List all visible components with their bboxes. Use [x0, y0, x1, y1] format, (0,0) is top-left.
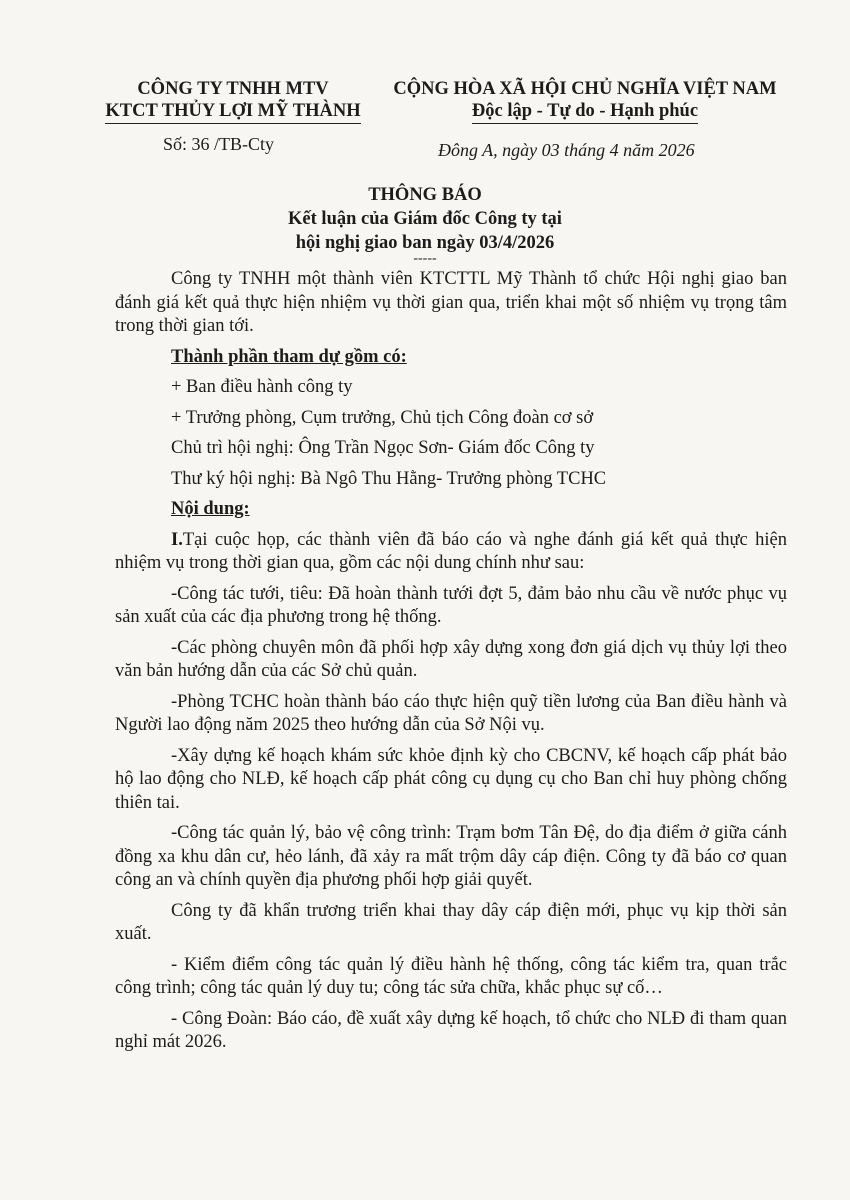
- national-header: [375, 78, 795, 124]
- content-item: Công ty đã khẩn trương triển khai thay dây cáp điện mới, phục vụ kịp thời sản xuất.: [115, 900, 787, 944]
- content-item: -Các phòng chuyên môn đã phối hợp xây dựng xong đơn giá dịch vụ thủy lợi theo văn bản hướng dẫn của các Sở chủ quản.: [115, 637, 787, 681]
- date-place: Đông A, ngày 03 tháng 4 năm 2026: [438, 140, 695, 160]
- company-name-line2: KTCT THỦY LỢI MỸ THÀNH: [88, 100, 378, 124]
- content-item: -Phòng TCHC hoàn thành báo cáo thực hiện quỹ tiền lương của Ban điều hành và Người lao động năm 2025 theo hướng dẫn của Sở Nội vụ.: [115, 691, 787, 735]
- participant-item: + Trưởng phòng, Cụm trưởng, Chủ tịch Công đoàn cơ sở: [171, 407, 594, 428]
- content-item: - Công Đoàn: Báo cáo, đề xuất xây dựng kế hoạch, tổ chức cho NLĐ đi tham quan nghỉ mát 2026.: [115, 1008, 787, 1052]
- participant-item: + Ban điều hành công ty: [171, 377, 353, 397]
- content-item: -Công tác quản lý, bảo vệ công trình: Trạm bơm Tân Đệ, do địa điểm ở giữa cánh đồng xa khu dân cư, hẻo lánh, đã xảy ra mất trộm dây cáp điện. Công ty đã báo cơ quan công an và chính quyền địa phương phối hợp giải quyết.: [115, 823, 787, 890]
- document-subtitle-line2: hội nghị giao ban ngày 03/4/2026: [295, 233, 555, 253]
- section-1-label: I.: [171, 529, 183, 550]
- meeting-chair: Chủ trì hội nghị: Ông Trần Ngọc Sơn- Giám đốc Công ty: [171, 438, 595, 458]
- nation-motto: Độc lập - Tự do - Hạnh phúc: [375, 100, 795, 124]
- document-subtitle-line1: Kết luận của Giám đốc Công ty tại: [288, 209, 562, 229]
- participants-heading: Thành phần tham dự gồm có:: [171, 346, 407, 367]
- content-item: -Xây dựng kế hoạch khám sức khỏe định kỳ cho CBCNV, kế hoạch cấp phát bảo hộ lao động cho NLĐ, kế hoạch cấp phát công cụ dụng cụ cho Ban chỉ huy phòng chống thiên tai.: [115, 745, 787, 813]
- meeting-secretary: Thư ký hội nghị: Bà Ngô Thu Hằng- Trưởng phòng TCHC: [171, 468, 607, 489]
- intro-paragraph: Công ty TNHH một thành viên KTCTTL Mỹ Thành tổ chức Hội nghị giao ban đánh giá kết quả thực hiện nhiệm vụ thời gian qua, triển khai một số nhiệm vụ trọng tâm trong thời gian tới.: [115, 269, 787, 336]
- company-header: [88, 78, 378, 124]
- content-heading: Nội dung:: [171, 499, 250, 519]
- document-body: [115, 268, 787, 1062]
- content-item: - Kiểm điểm công tác quản lý điều hành hệ thống, công tác kiểm tra, quan trắc công trình; công tác quản lý duy tu; công tác sửa chữa, khắc phục sự cố…: [115, 954, 787, 998]
- title-separator: -----: [413, 251, 437, 266]
- section-1-paragraph: I.Tại cuộc họp, các thành viên đã báo cáo và nghe đánh giá kết quả thực hiện nhiệm vụ trong thời gian qua, gồm các nội dung chính như sau:: [115, 529, 787, 573]
- document-title-block: [100, 183, 750, 266]
- company-name-line1: CÔNG TY TNHH MTV: [137, 79, 329, 99]
- nation-title: CỘNG HÒA XÃ HỘI CHỦ NGHĨA VIỆT NAM: [393, 79, 777, 99]
- content-item: -Công tác tưới, tiêu: Đã hoàn thành tưới đợt 5, đảm bảo nhu cầu về nước phục vụ sản xuất của các địa phương trong hệ thống.: [115, 583, 787, 627]
- document-title: THÔNG BÁO: [368, 185, 482, 205]
- document-number: Số: 36 /TB-Cty: [163, 134, 275, 154]
